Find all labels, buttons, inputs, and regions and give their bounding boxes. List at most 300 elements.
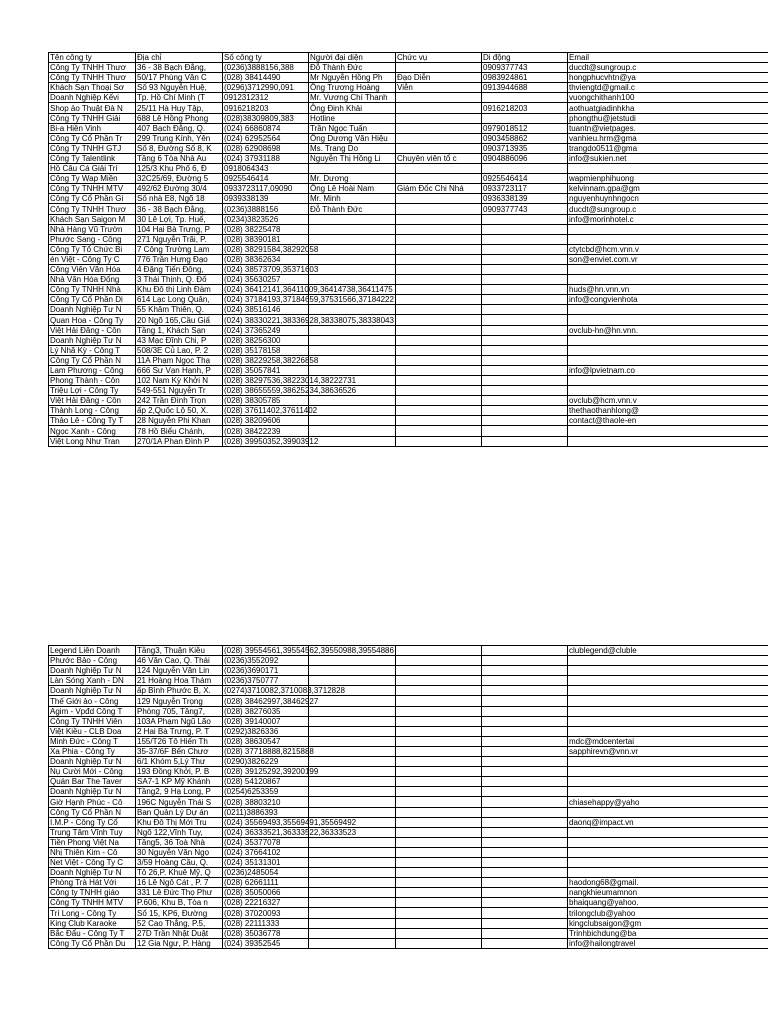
cell[interactable]: ducdt@sungroup.c — [568, 204, 768, 214]
cell[interactable]: Công Ty TNHH Thươ — [49, 63, 136, 73]
cell[interactable]: SA7-1 KP Mỹ Khánh — [136, 777, 223, 787]
cell[interactable] — [396, 426, 482, 436]
cell[interactable]: Tp. Hồ Chí Minh (T — [136, 93, 223, 103]
cell[interactable] — [482, 93, 568, 103]
cell[interactable]: Khách Sạn Saigon M — [49, 214, 136, 224]
cell[interactable] — [309, 666, 396, 676]
cell[interactable] — [568, 837, 768, 847]
cell[interactable] — [309, 767, 396, 777]
cell[interactable]: (028) 39554561,39554562,39550988,39554886 — [224, 646, 394, 656]
cell[interactable]: 0909377743 — [482, 63, 568, 73]
cell[interactable] — [568, 686, 768, 696]
cell[interactable]: 125/3 Khu Phố 6, Đ — [136, 164, 223, 174]
cell[interactable] — [396, 646, 482, 656]
cell[interactable]: Di động — [482, 53, 568, 63]
cell[interactable] — [309, 436, 396, 446]
cell[interactable]: Mr. Vương Chí Thanh — [309, 93, 396, 103]
cell[interactable] — [396, 868, 482, 878]
cell[interactable]: huds@hn.vnn.vn — [568, 285, 768, 295]
cell[interactable] — [309, 355, 396, 365]
cell[interactable]: Phòng 705, Tầng7, — [136, 706, 223, 716]
cell[interactable] — [396, 676, 482, 686]
cell[interactable]: 30 Nguyễn Văn Ngọ — [136, 847, 223, 857]
cell[interactable] — [309, 345, 396, 355]
cell[interactable]: Đạo Diễn — [396, 73, 482, 83]
cell[interactable] — [396, 164, 482, 174]
cell[interactable]: Giám Đốc Chi Nhá — [396, 184, 482, 194]
cell[interactable] — [396, 878, 482, 888]
cell[interactable]: 492/62 Đường 30/4 — [136, 184, 223, 194]
cell[interactable]: (028) 22111333 — [223, 918, 309, 928]
cell[interactable] — [396, 706, 482, 716]
cell[interactable] — [482, 726, 568, 736]
cell[interactable]: 36 - 38 Bạch Đằng, — [136, 204, 223, 214]
cell[interactable]: Tiền Phong Việt Na — [49, 837, 136, 847]
cell[interactable] — [482, 857, 568, 867]
cell[interactable]: Thế Giới ảo - Công — [49, 696, 136, 706]
cell[interactable] — [309, 797, 396, 807]
cell[interactable] — [396, 396, 482, 406]
cell[interactable]: (028) 39950352,39903912 — [224, 436, 319, 446]
cell[interactable]: (0234)3823526 — [223, 214, 309, 224]
cell[interactable] — [309, 857, 396, 867]
cell[interactable]: Khu Đô Thị Mới Tru — [136, 817, 223, 827]
cell[interactable] — [482, 224, 568, 234]
cell[interactable] — [396, 63, 482, 73]
cell[interactable] — [396, 406, 482, 416]
cell[interactable] — [309, 396, 396, 406]
cell[interactable]: Minh Đức - Công T — [49, 736, 136, 746]
cell[interactable]: Đỗ Thành Đức — [309, 63, 396, 73]
cell[interactable]: 28 Nguyễn Phi Khan — [136, 416, 223, 426]
cell[interactable]: (028) 38209606 — [223, 416, 309, 426]
cell[interactable]: (028) 38803210 — [223, 797, 309, 807]
cell[interactable]: (028) 38297536,38223014,38222731 — [224, 376, 357, 386]
cell[interactable] — [396, 224, 482, 234]
cell[interactable] — [482, 416, 568, 426]
cell[interactable] — [482, 878, 568, 888]
cell[interactable]: Khu Đô thị Linh Đàm — [136, 285, 223, 295]
cell[interactable] — [396, 736, 482, 746]
cell[interactable] — [309, 234, 396, 244]
cell[interactable]: Nhà Văn Hóa Đống — [49, 275, 136, 285]
cell[interactable] — [309, 898, 396, 908]
cell[interactable]: kingclubsaigon@gm — [568, 918, 768, 928]
cell[interactable]: 35-37/6F Bến Chươ — [136, 746, 223, 756]
cell[interactable]: Công Ty TNHH Giải — [49, 113, 136, 123]
cell[interactable]: (024) 37664102 — [223, 847, 309, 857]
cell[interactable] — [309, 325, 396, 335]
cell[interactable]: wapmienphihuong — [568, 174, 768, 184]
cell[interactable]: (0274)3710082,3710083,3712828 — [224, 686, 346, 696]
cell[interactable] — [396, 746, 482, 756]
cell[interactable] — [482, 837, 568, 847]
cell[interactable] — [396, 666, 482, 676]
cell[interactable] — [396, 787, 482, 797]
cell[interactable]: Công Ty Talentlink — [49, 153, 136, 163]
cell[interactable] — [396, 143, 482, 153]
cell[interactable]: 0903713935 — [482, 143, 568, 153]
cell[interactable]: Phòng Trà Hát Với — [49, 878, 136, 888]
cell[interactable]: Tầng 1, Khách Sạn — [136, 325, 223, 335]
cell[interactable] — [396, 254, 482, 264]
cell[interactable]: Ngõ 122,Vĩnh Tuy, — [136, 827, 223, 837]
cell[interactable]: Công Ty Cổ Phần Tr — [49, 133, 136, 143]
cell[interactable] — [309, 878, 396, 888]
cell[interactable]: (028) 38655559,38625234,38636526 — [224, 386, 357, 396]
cell[interactable]: 21 Hoàng Hoa Thám — [136, 676, 223, 686]
cell[interactable]: Công Ty Cổ Phần Gi — [49, 194, 136, 204]
cell[interactable] — [482, 746, 568, 756]
cell[interactable] — [396, 817, 482, 827]
cell[interactable]: (028) 38276035 — [223, 706, 309, 716]
cell[interactable]: 0913944688 — [482, 83, 568, 93]
cell[interactable] — [482, 396, 568, 406]
cell[interactable]: ấp Bình Phước B, X. — [136, 686, 223, 696]
cell[interactable]: Việt Long Như Tran — [49, 436, 136, 446]
cell[interactable] — [396, 315, 482, 325]
cell[interactable] — [482, 406, 568, 416]
cell[interactable] — [482, 345, 568, 355]
cell[interactable]: (024) 37365249 — [223, 325, 309, 335]
cell[interactable]: (024) 37184193,37184659,37531566,37184222 — [224, 295, 394, 305]
cell[interactable]: (028) 62908698 — [223, 143, 309, 153]
cell[interactable] — [482, 234, 568, 244]
cell[interactable] — [482, 315, 568, 325]
cell[interactable]: Doanh Nghiệp Tư N — [49, 686, 136, 696]
cell[interactable]: nangkhieumamnon — [568, 888, 768, 898]
cell[interactable] — [396, 295, 482, 305]
cell[interactable] — [396, 386, 482, 396]
cell[interactable] — [396, 103, 482, 113]
cell[interactable]: trangdo0511@gma — [568, 143, 768, 153]
cell[interactable] — [396, 194, 482, 204]
cell[interactable]: Ông Trương Hoàng — [309, 83, 396, 93]
cell[interactable]: Giờ Hạnh Phúc - Cô — [49, 797, 136, 807]
cell[interactable]: (024) 38573709,35371603 — [224, 265, 319, 275]
cell[interactable]: (028) 38462997,38462927 — [224, 696, 319, 706]
cell[interactable]: Triệu Lợi - Công Ty — [49, 386, 136, 396]
cell[interactable]: (028) 38422239 — [223, 426, 309, 436]
cell[interactable] — [396, 123, 482, 133]
cell[interactable] — [396, 837, 482, 847]
cell[interactable] — [482, 676, 568, 686]
cell[interactable]: thviengtd@gmail.c — [568, 83, 768, 93]
cell[interactable]: 193 Đồng Khởi, P. B — [136, 767, 223, 777]
cell[interactable]: (0236)3888156,388 — [223, 63, 309, 73]
cell[interactable]: Việt Kiều - CLB Doa — [49, 726, 136, 736]
cell[interactable]: Công Ty Cổ Phần Di — [49, 295, 136, 305]
cell[interactable] — [396, 716, 482, 726]
cell[interactable] — [482, 426, 568, 436]
cell[interactable]: 11A Phạm Ngọc Thạ — [136, 355, 223, 365]
cell[interactable] — [396, 797, 482, 807]
cell[interactable] — [309, 847, 396, 857]
cell[interactable] — [482, 938, 568, 948]
cell[interactable] — [309, 254, 396, 264]
cell[interactable]: 25/11 Hà Huy Tập, — [136, 103, 223, 113]
cell[interactable]: Công Viên Văn Hóa — [49, 264, 136, 274]
cell[interactable]: Công Ty TNHH Thươ — [49, 73, 136, 83]
cell[interactable] — [309, 908, 396, 918]
cell[interactable]: vuongchithanh100 — [568, 93, 768, 103]
cell[interactable]: Doanh Nghiệp Tư N — [49, 305, 136, 315]
cell[interactable]: 0933723117 — [482, 184, 568, 194]
cell[interactable]: Lam Phương - Công — [49, 365, 136, 375]
cell[interactable] — [309, 406, 396, 416]
cell[interactable] — [309, 807, 396, 817]
cell[interactable]: chiasehappy@yaho — [568, 797, 768, 807]
cell[interactable] — [568, 355, 768, 365]
cell[interactable] — [482, 386, 568, 396]
cell[interactable] — [482, 325, 568, 335]
cell[interactable] — [396, 214, 482, 224]
cell[interactable]: Ông Lê Hoài Nam — [309, 184, 396, 194]
cell[interactable]: (0292)3826336 — [223, 726, 309, 736]
cell[interactable]: info@hailongtravel — [568, 938, 768, 948]
cell[interactable]: 102 Nam Kỳ Khởi N — [136, 376, 223, 386]
cell[interactable] — [482, 305, 568, 315]
cell[interactable] — [482, 898, 568, 908]
cell[interactable]: contact@thaole-en — [568, 416, 768, 426]
cell[interactable]: info@sukien.net — [568, 153, 768, 163]
cell[interactable]: (024) 66860874 — [223, 123, 309, 133]
cell[interactable] — [309, 656, 396, 666]
cell[interactable]: (024) 35630257 — [223, 275, 309, 285]
cell[interactable]: King Club Karaoke — [49, 918, 136, 928]
cell[interactable]: I.M.P - Công Ty Cổ — [49, 817, 136, 827]
cell[interactable] — [396, 827, 482, 837]
cell[interactable]: Ms. Trang Do — [309, 143, 396, 153]
cell[interactable]: Đỗ Thành Đức — [309, 204, 396, 214]
cell[interactable]: Công Ty TNHH Nhà — [49, 285, 136, 295]
cell[interactable]: Tô 26,P. Khuê Mỹ, Q — [136, 868, 223, 878]
cell[interactable]: 776 Trần Hưng Đạo — [136, 254, 223, 264]
cell[interactable]: 407 Bạch Đằng, Q. — [136, 123, 223, 133]
cell[interactable]: 155/T26 Tô Hiến Th — [136, 736, 223, 746]
cell[interactable] — [309, 335, 396, 345]
cell[interactable]: Việt Hải Đăng - Côn — [49, 396, 136, 406]
cell[interactable]: Tầng3, Thuận Kiều — [136, 646, 223, 656]
cell[interactable] — [568, 767, 768, 777]
cell[interactable]: (0211)3886393 — [223, 807, 309, 817]
cell[interactable]: 0925546414 — [482, 174, 568, 184]
cell[interactable] — [309, 676, 396, 686]
cell[interactable]: Doanh Nghiệp Tư N — [49, 868, 136, 878]
cell[interactable]: Phước Bảo - Công — [49, 656, 136, 666]
cell[interactable]: 2 Hai Bà Trưng, P. T — [136, 726, 223, 736]
cell[interactable] — [568, 224, 768, 234]
cell[interactable]: 549-551 Nguyễn Tr — [136, 386, 223, 396]
cell[interactable]: info@lpvietnam.co — [568, 365, 768, 375]
cell[interactable]: 103A Phạm Ngũ Lão — [136, 716, 223, 726]
cell[interactable] — [482, 928, 568, 938]
cell[interactable]: (024) 36412141,36411009,36414738,36411475 — [224, 285, 393, 295]
cell[interactable]: (028) 38362634 — [223, 254, 309, 264]
cell[interactable]: (028) 35036778 — [223, 928, 309, 938]
cell[interactable]: Bi-a Hiền Vinh — [49, 123, 136, 133]
cell[interactable] — [482, 908, 568, 918]
cell[interactable]: 0918064343 — [223, 164, 309, 174]
cell[interactable] — [568, 436, 768, 446]
cell[interactable]: 0916218203 — [482, 103, 568, 113]
cell[interactable]: Mr Nguyễn Hồng Ph — [309, 73, 396, 83]
cell[interactable] — [309, 736, 396, 746]
cell[interactable]: 299 Trung Kính, Yên — [136, 133, 223, 143]
cell[interactable]: (028) 22216327 — [223, 898, 309, 908]
cell[interactable] — [568, 777, 768, 787]
cell[interactable] — [568, 305, 768, 315]
cell[interactable]: 78 Hồ Biểu Chánh, — [136, 426, 223, 436]
cell[interactable]: Shop ảo Thuật Đà N — [49, 103, 136, 113]
cell[interactable] — [568, 676, 768, 686]
cell[interactable]: 3/59 Hoàng Cầu, Q. — [136, 857, 223, 867]
cell[interactable]: vanhieu.hrm@gma — [568, 133, 768, 143]
cell[interactable]: 36 - 38 Bạch Đằng, — [136, 63, 223, 73]
cell[interactable]: (028) 38630547 — [223, 736, 309, 746]
cell[interactable] — [396, 345, 482, 355]
cell[interactable]: Viễn — [396, 83, 482, 93]
cell[interactable] — [482, 716, 568, 726]
cell[interactable]: (028) 35057841 — [223, 365, 309, 375]
cell[interactable]: 0916218203 — [223, 103, 309, 113]
cell[interactable]: (028) 54120867 — [223, 777, 309, 787]
cell[interactable] — [309, 938, 396, 948]
cell[interactable] — [309, 716, 396, 726]
cell[interactable]: Legend Liên Doanh — [49, 646, 136, 656]
cell[interactable] — [396, 416, 482, 426]
cell[interactable] — [482, 847, 568, 857]
cell[interactable]: 0925546414 — [223, 174, 309, 184]
cell[interactable]: 270/1A Phan Đình P — [136, 436, 223, 446]
cell[interactable] — [396, 355, 482, 365]
cell[interactable] — [309, 837, 396, 847]
cell[interactable]: (0254)6253359 — [223, 787, 309, 797]
cell[interactable]: (028) 38225478 — [223, 224, 309, 234]
cell[interactable] — [568, 264, 768, 274]
cell[interactable] — [568, 234, 768, 244]
cell[interactable]: Ngọc Xanh - Công — [49, 426, 136, 436]
cell[interactable] — [309, 365, 396, 375]
cell[interactable] — [568, 847, 768, 857]
cell[interactable]: Agim - Vpđd Công T — [49, 706, 136, 716]
cell[interactable]: ctytcbd@hcm.vnn.v — [568, 244, 768, 254]
cell[interactable] — [482, 376, 568, 386]
cell[interactable]: Công Ty TNHH MTV — [49, 184, 136, 194]
cell[interactable] — [309, 416, 396, 426]
cell[interactable]: (028) 38229258,38226858 — [224, 355, 319, 365]
cell[interactable]: Doanh Nghiệp Kếvi — [49, 93, 136, 103]
cell[interactable]: (024) 35377078 — [223, 837, 309, 847]
cell[interactable] — [568, 345, 768, 355]
cell[interactable] — [309, 787, 396, 797]
cell[interactable]: tuantn@vietpages. — [568, 123, 768, 133]
cell[interactable] — [396, 325, 482, 335]
cell[interactable]: (028) 39140007 — [223, 716, 309, 726]
cell[interactable]: Công Ty Cổ Phần Du — [49, 938, 136, 948]
cell[interactable] — [396, 365, 482, 375]
cell[interactable]: Trí Long - Công Ty — [49, 908, 136, 918]
cell[interactable]: (024) 35569493,35569491,35569492 — [224, 817, 357, 827]
cell[interactable]: 52 Cao Thắng, P.5, — [136, 918, 223, 928]
cell[interactable]: Doanh Nghiệp Tư N — [49, 787, 136, 797]
cell[interactable]: Tầng2, 9 Hạ Long, P — [136, 787, 223, 797]
cell[interactable]: ovclub@hcm.vnn.v — [568, 396, 768, 406]
cell[interactable]: Net Việt - Công Ty C — [49, 857, 136, 867]
cell[interactable]: 27D Trần Nhật Duật — [136, 928, 223, 938]
cell[interactable] — [482, 777, 568, 787]
cell[interactable] — [482, 335, 568, 345]
cell[interactable]: Tầng5, 36 Toà Nhà — [136, 837, 223, 847]
cell[interactable] — [568, 335, 768, 345]
cell[interactable]: 271 Nguyễn Trãi, P. — [136, 234, 223, 244]
cell[interactable]: aothuatgiadinhkha — [568, 103, 768, 113]
cell[interactable]: (028) 39125292,39200199 — [224, 767, 319, 777]
cell[interactable] — [568, 376, 768, 386]
cell[interactable] — [482, 686, 568, 696]
cell[interactable] — [309, 275, 396, 285]
cell[interactable]: (028) 37718888,8215888 — [224, 747, 314, 757]
cell[interactable] — [482, 827, 568, 837]
cell[interactable]: 196C Nguyễn Thái S — [136, 797, 223, 807]
cell[interactable] — [568, 315, 768, 325]
cell[interactable]: Việt Hải Đăng - Côn — [49, 325, 136, 335]
cell[interactable]: 688 Lê Hồng Phong — [136, 113, 223, 123]
cell[interactable] — [482, 295, 568, 305]
cell[interactable]: Mr. Dương — [309, 174, 396, 184]
cell[interactable]: 3 Thái Thịnh, Q. Đố — [136, 275, 223, 285]
cell[interactable] — [482, 244, 568, 254]
cell[interactable] — [482, 757, 568, 767]
cell[interactable] — [482, 656, 568, 666]
cell[interactable]: (0296)3712990,091 — [223, 83, 309, 93]
cell[interactable] — [396, 275, 482, 285]
cell[interactable]: phongthu@jetstudi — [568, 113, 768, 123]
cell[interactable]: 0909377743 — [482, 204, 568, 214]
cell[interactable]: Quán Bar The Taver — [49, 777, 136, 787]
cell[interactable]: Công Ty Tổ Chức Bi — [49, 244, 136, 254]
cell[interactable] — [568, 164, 768, 174]
cell[interactable]: info@morinhotel.c — [568, 214, 768, 224]
cell[interactable]: Ông Dương Văn Hiệu — [309, 133, 396, 143]
cell[interactable] — [482, 275, 568, 285]
cell[interactable]: nguyenhuynhngocn — [568, 194, 768, 204]
cell[interactable]: P.606, Khu B, Tòa n — [136, 898, 223, 908]
cell[interactable]: Số 15, KP6, Đường — [136, 908, 223, 918]
cell[interactable] — [482, 365, 568, 375]
cell[interactable]: (028) 38291584,38292058 — [224, 244, 319, 254]
cell[interactable] — [309, 696, 396, 706]
cell[interactable]: 0904886096 — [482, 153, 568, 163]
cell[interactable]: 104 Hai Bà Trưng, P — [136, 224, 223, 234]
cell[interactable] — [568, 656, 768, 666]
cell[interactable] — [482, 646, 568, 656]
cell[interactable]: 32C25/69, Đường 5 — [136, 174, 223, 184]
cell[interactable]: Doanh Nghiệp Tư N — [49, 335, 136, 345]
cell[interactable]: Doanh Nghiệp Tư N — [49, 666, 136, 676]
cell[interactable]: (0236)3552092 — [223, 656, 309, 666]
cell[interactable] — [396, 857, 482, 867]
cell[interactable]: 55 Khâm Thiên, Q. — [136, 305, 223, 315]
cell[interactable]: 20 Ngõ 165,Cầu Giấ — [136, 315, 223, 325]
cell[interactable]: (028) 38414490 — [223, 73, 309, 83]
cell[interactable] — [396, 777, 482, 787]
cell[interactable]: Số 8, Đường Số 8, K — [136, 143, 223, 153]
cell[interactable] — [568, 275, 768, 285]
cell[interactable]: Phong Thành - Côn — [49, 376, 136, 386]
cell[interactable]: 4 Đặng Tiến Đông, — [136, 264, 223, 274]
cell[interactable]: 0933723117,09090 — [223, 184, 309, 194]
